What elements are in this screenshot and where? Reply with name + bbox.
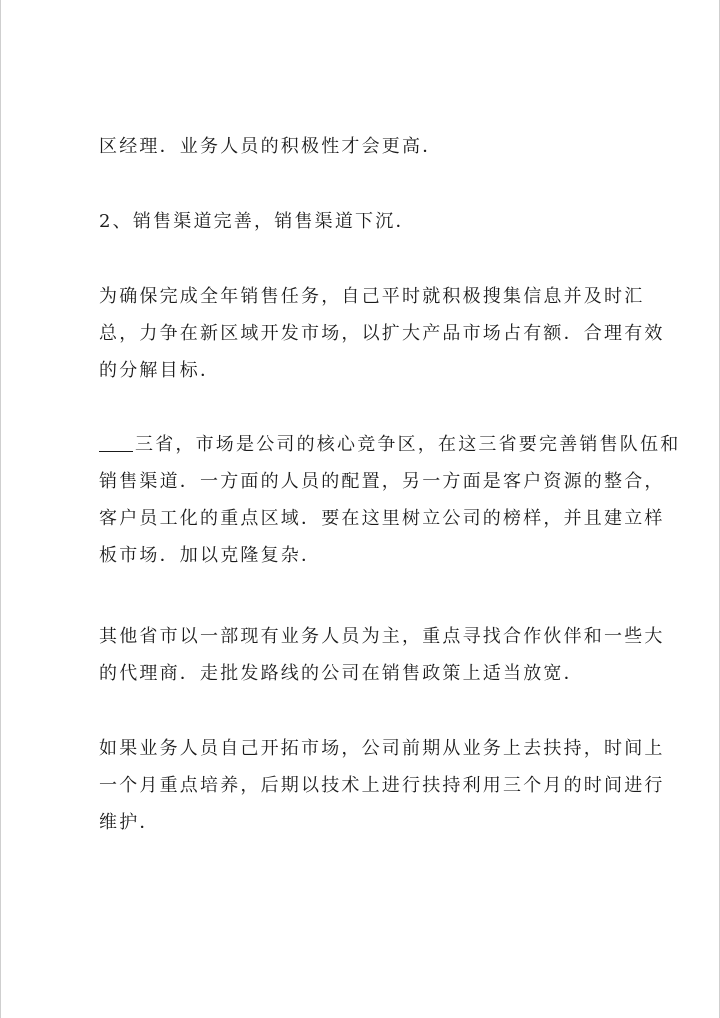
text-line: 维护． (99, 812, 160, 833)
text-line: 2、销售渠道完善，销售渠道下沉． (99, 211, 416, 232)
text-line: 的分解目标． (99, 360, 221, 381)
text-line: 其他省市以一部现有业务人员为主，重点寻找合作伙伴和一些大 (99, 626, 665, 647)
paragraph-5 (99, 618, 665, 692)
paragraph-4 (99, 426, 681, 574)
text-line: 三省，市场是公司的核心竞争区，在这三省要完善销售队伍和 (135, 434, 681, 455)
text-line: 销售渠道．一方面的人员的配置，另一方面是客户资源的整合， (99, 471, 665, 492)
paragraph-2 (99, 203, 659, 240)
text-line: 板市场．加以克隆复杂． (99, 545, 322, 566)
text-line: 为确保完成全年销售任务，自己平时就积极搜集信息并及时汇 (99, 286, 645, 307)
text-line: 总，力争在新区域开发市场，以扩大产品市场占有额．合理有效 (99, 323, 665, 344)
text-line: 如果业务人员自己开拓市场，公司前期从业务上去扶持，时间上 (99, 738, 665, 759)
text-line: 客户员工化的重点区域．要在这里树立公司的榜样，并且建立样 (99, 508, 665, 529)
fill-in-blank (99, 435, 133, 452)
paragraph-6 (99, 730, 665, 841)
text-line: 区经理．业务人员的积极性才会更高． (99, 136, 443, 157)
text-line: 的代理商．走批发路线的公司在销售政策上适当放宽． (99, 663, 584, 684)
text-line: 一个月重点培养，后期以技术上进行扶持利用三个月的时间进行 (99, 775, 665, 796)
text-line-with-blank (99, 426, 681, 463)
paragraph-3 (99, 278, 665, 389)
paragraph-1 (99, 128, 659, 165)
